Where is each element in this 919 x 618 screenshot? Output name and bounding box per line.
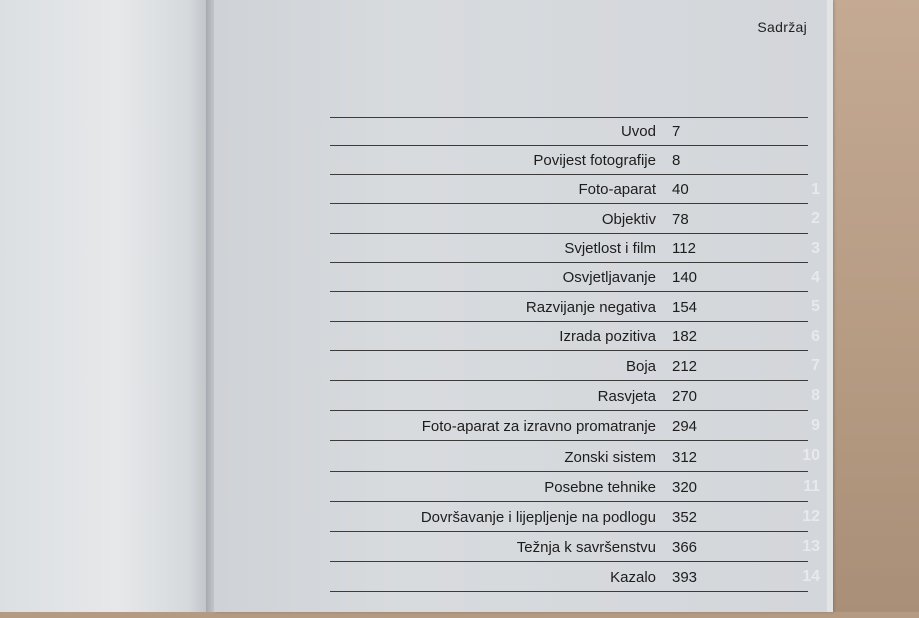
toc-chapter-number: 6: [811, 328, 820, 345]
toc-chapter-number: 10: [802, 447, 820, 464]
toc-divider: [330, 350, 808, 351]
toc-divider: [330, 410, 808, 411]
toc-entry-title: Težnja k savršenstvu: [516, 539, 656, 556]
table-of-contents: [330, 117, 820, 597]
toc-entry-page: 393: [672, 569, 698, 586]
toc-entry-page: 140: [672, 269, 698, 286]
toc-divider: [330, 380, 808, 381]
toc-entry-page: 212: [672, 358, 698, 375]
toc-entry-title: Rasvjeta: [597, 388, 656, 405]
toc-chapter-number: 1: [811, 181, 820, 198]
toc-chapter-number: 4: [811, 269, 820, 286]
toc-entry-title: Objektiv: [601, 211, 656, 228]
toc-entry-title: Boja: [625, 358, 656, 375]
toc-chapter-number: 13: [802, 538, 820, 555]
toc-divider: [330, 291, 808, 292]
toc-entry-page: 270: [672, 388, 698, 405]
toc-entry-page: 294: [672, 418, 698, 435]
toc-chapter-number: 2: [811, 210, 820, 227]
toc-entry-page: 366: [672, 539, 698, 556]
toc-divider: [330, 440, 808, 441]
toc-entry-title: Izrada pozitiva: [559, 328, 656, 345]
page-edge: [827, 0, 833, 612]
toc-chapter-number: 8: [811, 387, 820, 404]
toc-entry-page: 78: [672, 211, 689, 228]
toc-entry-page: 312: [672, 449, 698, 466]
toc-entry-page: 154: [672, 299, 698, 316]
toc-chapter-number: 5: [811, 298, 820, 315]
toc-entry-title: Foto-aparat: [578, 181, 656, 198]
toc-entry: [330, 563, 820, 593]
toc-entry-title: Posebne tehnike: [544, 479, 656, 496]
toc-entry-page: 40: [672, 181, 689, 198]
toc-entry-page: 320: [672, 479, 698, 496]
toc-divider: [330, 471, 808, 472]
toc-divider: [330, 531, 808, 532]
toc-entry-page: 8: [672, 152, 681, 169]
toc-chapter-number: 3: [811, 240, 820, 257]
toc-entry-page: 182: [672, 328, 698, 345]
toc-chapter-number: 14: [802, 568, 820, 585]
left-page: [0, 0, 214, 612]
toc-entry-page: 112: [672, 240, 696, 257]
toc-entry-title: Povijest fotografije: [533, 152, 656, 169]
toc-entry-title: Svjetlost i film: [564, 240, 656, 257]
toc-divider: [330, 591, 808, 592]
toc-entry-title: Foto-aparat za izravno promatranje: [421, 418, 656, 435]
toc-entry-page: 7: [672, 123, 681, 140]
toc-entry-title: Zonski sistem: [564, 449, 656, 466]
toc-entry-title: Kazalo: [610, 569, 656, 586]
show-through-shape: [0, 0, 112, 130]
toc-chapter-number: [770, 598, 820, 618]
toc-chapter-number: 11: [803, 478, 820, 495]
toc-entry-page: 352: [672, 509, 698, 526]
toc-divider: [330, 561, 808, 562]
page-heading: Sadržaj: [757, 19, 807, 35]
toc-entry-title: Razvijanje negativa: [525, 299, 656, 316]
toc-divider: [330, 203, 808, 204]
toc-chapter-number: 9: [811, 417, 820, 434]
toc-entry-title: Dovršavanje i lijepljenje na podlogu: [420, 509, 656, 526]
toc-entry-title: Uvod: [620, 123, 656, 140]
toc-chapter-number: 12: [802, 508, 820, 525]
toc-divider: [330, 501, 808, 502]
toc-entry-title: Osvjetljavanje: [562, 269, 656, 286]
toc-entry: [330, 117, 820, 147]
toc-chapter-number: 7: [811, 357, 820, 374]
